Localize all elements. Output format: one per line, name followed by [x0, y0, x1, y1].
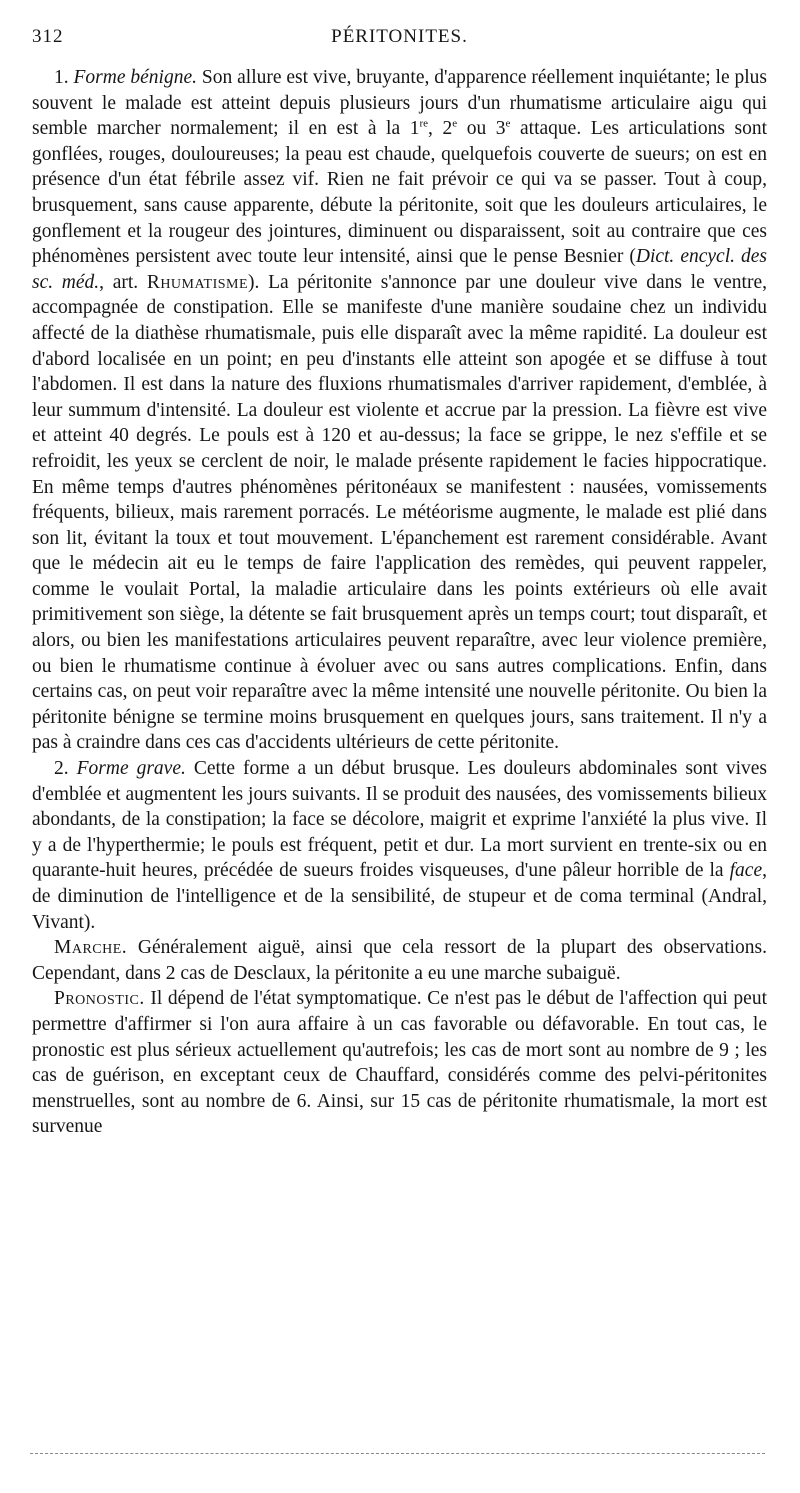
page-number: 312 [32, 26, 64, 47]
reference-title: Dict. encycl. des sc. méd. [32, 246, 767, 293]
paragraph-text: ). La péritonite s'annonce par une douleur vive dans le ventre, accompagnée de constipation. Elle se manifeste d'une manière soudaine chez un individu affecté de la diathèse rhumatismale, puis elle disparaît avec la même rapidité. La douleur est d'abord localisée en un point; en peu d'instants elle atteint son apogée et se diffuse à tout l'abdomen. Il est dans la nature des fluxions rhumatismales d'arriver rapidement, d'emblée, à leur summum d'intensité. La douleur est violente et accrue par la pression. La fièvre est vive et atteint 40 degrés. Le pouls est à 120 et au-dessus; la face se grippe, le nez s'effile et se refroidit, les yeux se cerclent de noir, le malade présente rapidement le facies hippocratique. En même temps d'autres phénomènes péritonéaux se manifestent : nausées, vomissements fréquents, bilieux, mais rarement porracés. Le météorisme augmente, le malade est plié dans son lit, évitant la toux et tout mouvement. L'épanchement est rarement considérable. Avant que le médecin ait eu le temps de faire l'application des remèdes, qui peuvent rappeler, comme le voulait Portal, la maladie articulaire dans les points extérieurs où elle avait primitivement son siège, la détente se fait brusquement après un temps court; tout disparaît, et alors, ou bien les manifestations articulaires peuvent reparaître, avec leur violence première, ou bien le rhumatisme continue à évoluer avec ou sans autres complications. Enfin, dans certains cas, on peut voir reparaître avec la même intensité une nouvelle péritonite. Ou bien la péritonite bénigne se termine moins brusquement en quelques jours, sans traitement. Il n'y a pas à craindre dans ces cas d'accidents ultérieurs de cette péritonite. [32, 271, 768, 754]
reference-article: Rhumatisme [146, 271, 249, 293]
paragraph-text: attaque. Les articulations sont gonflées, rouges, douloureuses; la peau est chaude, quelquefois couverte de sueurs; on est en présence d'un état fébrile assez vif. Rien ne fait prévoir ce qui va se passer. Tout à coup, brusquement, sans cause apparente, débute la péritonite, soit que les douleurs articulaires, le gonflement et la rougeur des jointures, diminuent ou disparaissent, soit au contraire que ces phénomènes persistent avec toute leur intensité, ainsi que le pense Besnier ( [32, 118, 768, 268]
ordinal-number: 3 [495, 118, 506, 140]
paragraph-marche [32, 935, 767, 986]
paragraph-text: , de diminution de l'intelligence et de la sensibilité, de stupeur et de coma terminal (Andral, Vivant). [32, 860, 767, 933]
paragraph-pronostic [32, 986, 767, 1140]
paragraph-text: , art. [99, 271, 147, 293]
section-title: Forme grave. [76, 758, 186, 780]
section-number: 1. [54, 67, 69, 88]
ordinal-suffix: re [419, 117, 429, 130]
footer-dotted-rule [30, 1453, 765, 1454]
ordinal-suffix: e [505, 117, 511, 130]
emphasis-word: face [729, 860, 763, 882]
ordinal-suffix: e [452, 117, 458, 130]
paragraph-text: Il dépend de l'état symptomatique. Ce n'est pas le début de l'affection qui peut permettre d'affirmer si l'on aura affaire à un cas favorable ou défavorable. En tout cas, le pronostic est plus sérieux actuellement qu'autrefois; les cas de mort sont au nombre de 9 ; les cas de guérison, en exceptant ceux de Chauffard, considérés comme des pelvi-péritonites menstruelles, sont au nombre de 6. Ainsi, sur 15 cas de péritonite rhumatismale, la mort est survenue [32, 988, 767, 1138]
paragraph-text: , [428, 118, 443, 140]
paragraph-text: Cette forme a un début brusque. Les douleurs abdominales sont vives d'emblée et augmentent les jours suivants. Il se produit des nausées, des vomissements bilieux abondants, de la constipation; la face se décolore, maigrit et exprime l'anxiété la plus vive. Il y a de l'hyperthermie; le pouls est fréquent, petit et dur. La mort survient en trente-six ou en quarante-huit heures, précédée de sueurs froides visqueuses, d'une pâleur horrible de la [32, 758, 767, 882]
paragraph-text: ou [457, 118, 496, 140]
book-page [32, 26, 767, 1140]
ordinal-number: 2 [442, 118, 453, 140]
ordinal-number: 1 [409, 118, 420, 140]
paragraph-text: Généralement aiguë, ainsi que cela ressort de la plupart des observations. Cependant, dans 2 cas de Desclaux, la péritonite a eu une marche subaiguë. [32, 937, 767, 984]
page-header [32, 26, 767, 56]
paragraph-forme-grave [32, 756, 767, 935]
section-number: 2. [54, 758, 69, 780]
section-label: Marche. [54, 937, 128, 959]
paragraph-forme-benigne [32, 65, 767, 756]
section-label: Pronostic. [54, 988, 145, 1010]
running-head: PÉRITONITES. [331, 26, 468, 47]
paragraph-text: Son allure est vive, bruyante, d'apparence réellement inquiétante; le plus souvent le malade est atteint depuis plusieurs jours d'un rhumatisme articulaire aigu qui semble marcher normalement; il en est à la [32, 67, 768, 140]
body-text [32, 65, 767, 1140]
section-title: Forme bénigne. [73, 67, 197, 88]
